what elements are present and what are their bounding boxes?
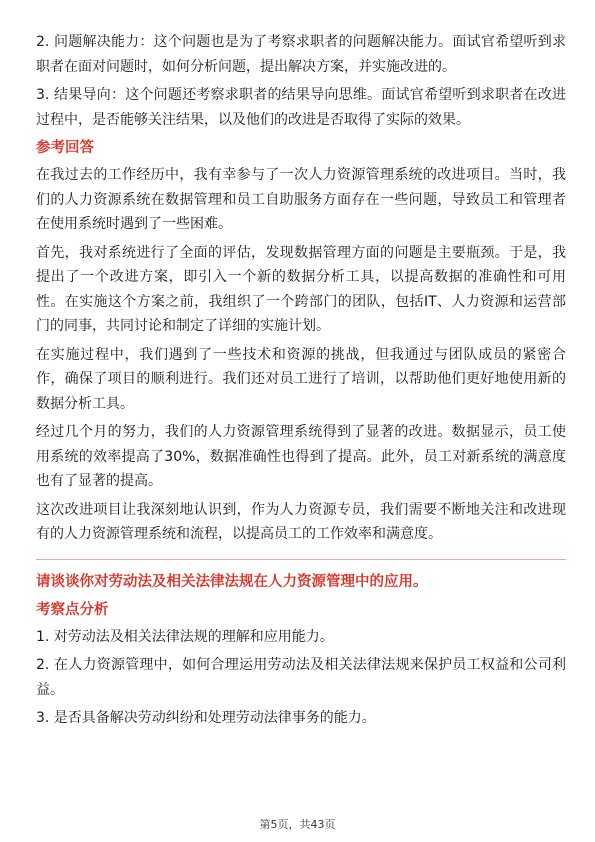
analysis-heading: 考察点分析: [36, 601, 109, 618]
page-number-footer: 第5页，共43页: [259, 818, 336, 831]
analysis-item-3: 3. 是否具备解决劳动纠纷和处理劳动法律事务的能力。: [36, 710, 376, 726]
document-page: [36, 30, 566, 735]
section-divider: [36, 559, 566, 560]
intro-item-2: 2. 问题解决能力：这个问题也是为了考察求职者的问题解决能力。面试官希望听到求职者在面对问题时，如何分析问题，提出解决方案，并实施改进的。: [36, 34, 566, 75]
intro-item-3: 3. 结果导向：这个问题还考察求职者的结果导向思维。面试官希望听到求职者在改进过程中，是否能够关注结果，以及他们的改进是否取得了实际的效果。: [36, 87, 566, 128]
answer-paragraph-5: 这次改进项目让我深刻地认识到，作为人力资源专员，我们需要不断地关注和改进现有的人力资源管理系统和流程，以提高员工的工作效率和满意度。: [36, 501, 566, 542]
answer-paragraph-1: 在我过去的工作经历中，我有幸参与了一次人力资源管理系统的改进项目。当时，我们的人力资源系统在数据管理和员工自助服务方面存在一些问题，导致员工和管理者在使用系统时遇到了一些困难。: [36, 167, 566, 232]
answer-paragraph-2: 首先，我对系统进行了全面的评估，发现数据管理方面的问题是主要瓶颈。于是，我提出了一个改进方案，即引入一个新的数据分析工具，以提高数据的准确性和可用性。在实施这个方案之前，我组织了一个跨部门的团队，包括IT、人力资源和运营部门的同事，共同讨论和制定了详细的实施计划。: [36, 244, 566, 334]
next-question-title: 请谈谈你对劳动法及相关法律法规在人力资源管理中的应用。: [36, 573, 428, 590]
analysis-item-1: 1. 对劳动法及相关法律法规的理解和应用能力。: [36, 628, 334, 645]
reference-answer-heading: 参考回答: [36, 140, 94, 156]
answer-paragraph-3: 在实施过程中，我们遇到了一些技术和资源的挑战，但我通过与团队成员的紧密合作，确保了项目的顺利进行。我们还对员工进行了培训，以帮助他们更好地使用新的数据分析工具。: [36, 346, 566, 412]
analysis-item-2: 2. 在人力资源管理中，如何合理运用劳动法及相关法律法规来保护员工权益和公司利益。: [36, 657, 566, 698]
answer-paragraph-4: 经过几个月的努力，我们的人力资源管理系统得到了显著的改进。数据显示，员工使用系统的效率提高了30%，数据准确性也得到了提高。此外，员工对新系统的满意度也有了显著的提高。: [36, 424, 566, 489]
